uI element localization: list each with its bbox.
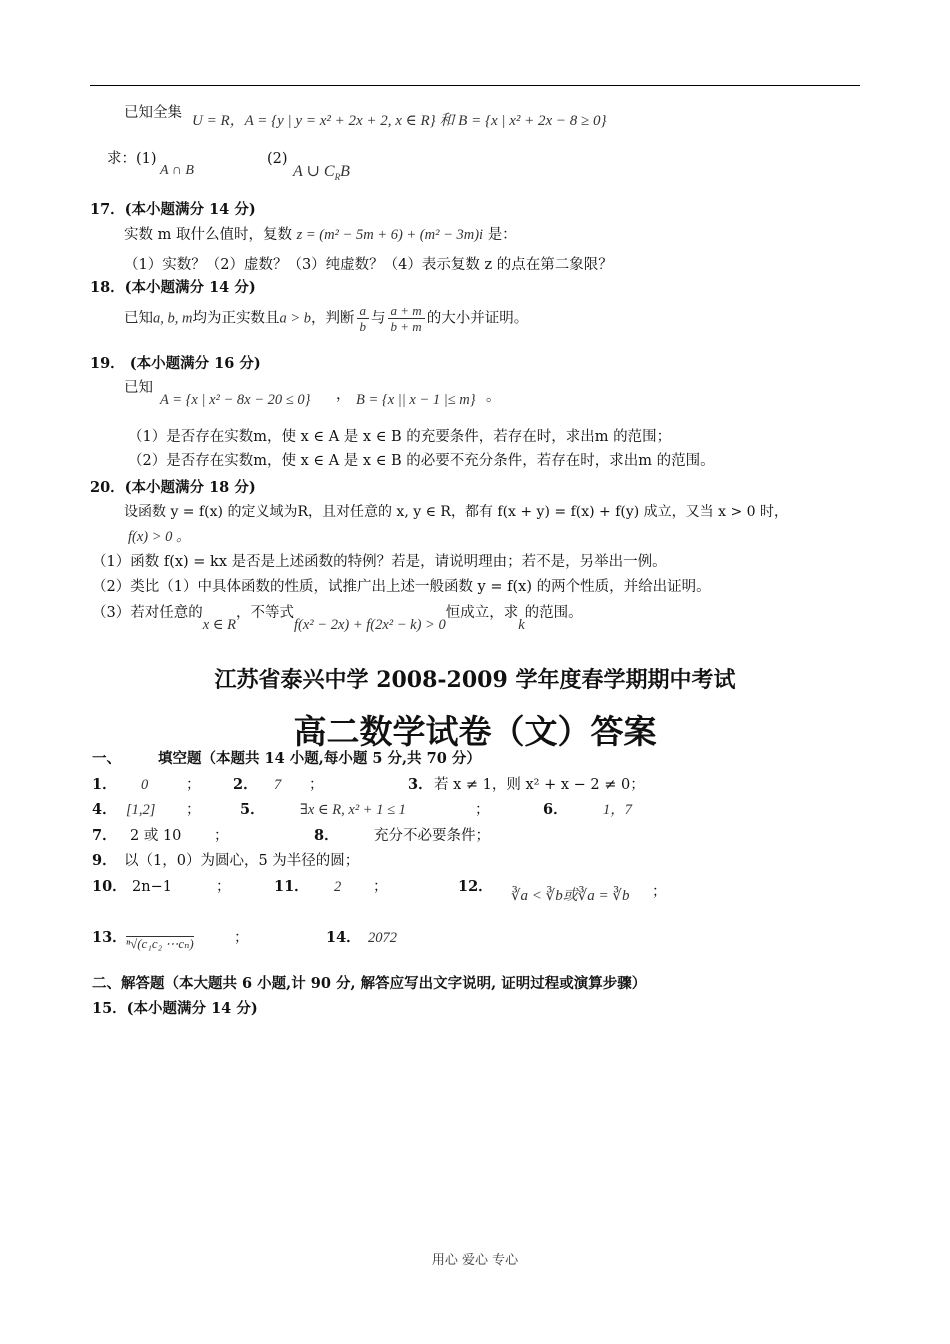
answer-2-sep: ； xyxy=(309,777,324,793)
answer-14-number: 14． xyxy=(326,929,361,946)
p16-ask2-label: (2) xyxy=(267,151,288,167)
p17-line2: （1）实数？（2）虚数？（3）纯虚数？（4）表示复数 z 的点在第二象限？ xyxy=(124,257,613,273)
answer-11-number: 11． xyxy=(274,878,309,895)
page-footer: 用心 爱心 专心 xyxy=(431,1253,519,1268)
p20-q3: （3）若对任意的x ∈ R，不等式f(x² − 2x) + f(2x² − k) > 0恒成立，求k的范围。 xyxy=(92,605,583,633)
answer-13-number: 13． xyxy=(92,929,127,946)
answer-4: [1,2] xyxy=(126,802,156,818)
p19-q2: （2）是否存在实数m，使 x ∈ A 是 x ∈ B 的必要不充分条件，若存在时，求出m 的范围。 xyxy=(128,453,715,469)
section1-title: 填空题（本题共 14 小题,每小题 5 分,共 70 分） xyxy=(158,750,481,767)
answer-9-number: 9． xyxy=(92,852,117,869)
answer-12-number: 12． xyxy=(458,878,493,895)
answer-1-sep: ； xyxy=(186,777,201,793)
p19-intro: 已知 xyxy=(124,380,153,396)
answer-title: 江苏省泰兴中学 2008-2009 学年度春学期期中考试 xyxy=(214,667,736,693)
p17-line1: 实数 m 取什么值时，复数 z = (m² − 5m + 6) + (m² − 3m)i 是： xyxy=(124,227,517,243)
p15-header: 15．(本小题满分 14 分) xyxy=(92,1000,258,1017)
answer-12: ∛a < ∛b或∛a = ∛b xyxy=(511,888,630,904)
answer-7-number: 7． xyxy=(92,827,117,844)
answer-8-number: 8． xyxy=(314,827,339,844)
answer-6: 1，7 xyxy=(603,802,632,818)
p19-header: 19． (本小题满分 16 分) xyxy=(90,355,261,372)
p18-header: 18．(本小题满分 14 分) xyxy=(90,279,256,296)
p20-header: 20．(本小题满分 18 分) xyxy=(90,479,256,496)
answer-4-number: 4． xyxy=(92,801,117,818)
answer-2: 7 xyxy=(274,777,282,793)
fraction-am-bm: $\frac{a + m}{b + m}$ xyxy=(388,304,425,333)
p16-ask1: A ∩ B xyxy=(160,163,194,178)
p19-end: 。 xyxy=(486,389,501,405)
answer-9: 以（1，0）为圆心，5 为半径的圆； xyxy=(124,853,360,869)
answer-5-number: 5． xyxy=(240,801,265,818)
p16-intro: 已知全集 xyxy=(124,105,182,121)
answer-2-number: 2． xyxy=(233,776,258,793)
answer-7-sep: ； xyxy=(214,828,229,844)
p16-ask: 求：(1) xyxy=(107,151,157,167)
answer-3-number: 3． xyxy=(408,776,433,793)
header-rule xyxy=(90,85,860,86)
answer-10-sep: ； xyxy=(216,879,231,895)
fraction-a-b: $\frac{a}{b}$ xyxy=(357,304,370,333)
p19-setA: A = {x | x² − 8x − 20 ≤ 0} xyxy=(160,392,311,408)
answer-14: 2072 xyxy=(368,930,397,946)
answer-8: 充分不必要条件； xyxy=(374,828,490,844)
answer-11: 2 xyxy=(334,879,342,895)
section2-title: 二、解答题（本大题共 6 小题,计 90 分, 解答应写出文字说明, 证明过程或演算步骤） xyxy=(92,975,647,992)
p20-q2: （2）类比（1）中具体函数的性质，试推广出上述一般函数 y = f(x) 的两个性质，并给出证明。 xyxy=(92,579,711,595)
section1-number: 一、 xyxy=(92,750,121,767)
answer-5-sep: ； xyxy=(475,802,490,818)
answer-13-sep: ； xyxy=(234,930,249,946)
answer-5: ∃x ∈ R, x² + 1 ≤ 1 xyxy=(300,802,406,818)
p18-body: 已知a, b, m均为正实数且a > b，判断 $\frac{a}{b}$ 与 $\frac{a + m}{b + m}$ 的大小并证明。 xyxy=(124,303,529,334)
answer-subtitle: 高二数学试卷（文）答案 xyxy=(293,712,657,751)
p19-comma: ， xyxy=(336,387,351,403)
answer-11-sep: ； xyxy=(373,879,388,895)
answer-13: ⁿ√(c₁c₂ ⋯cₙ) xyxy=(126,936,194,951)
p19-setB: B = {x || x − 1 |≤ m} xyxy=(356,392,476,408)
p16-ask2: A ∪ $C_RB$ xyxy=(293,163,350,183)
answer-7: 2 或 10 xyxy=(130,828,182,844)
answer-6-number: 6． xyxy=(543,801,568,818)
p20-line1: 设函数 y = f(x) 的定义域为R，且对任意的 x, y ∈ R，都有 f(x + y) = f(x) + f(y) 成立，又当 x > 0 时， xyxy=(124,504,788,520)
answer-1-number: 1． xyxy=(92,776,117,793)
answer-12-sep: ； xyxy=(652,884,667,900)
answer-10: 2n−1 xyxy=(132,879,172,895)
answer-1: 0 xyxy=(141,777,149,793)
answer-10-number: 10． xyxy=(92,878,127,895)
p19-q1: （1）是否存在实数m，使 x ∈ A 是 x ∈ B 的充要条件，若存在时，求出m 的范围； xyxy=(128,429,672,445)
p20-line2: f(x) > 0 。 xyxy=(128,529,191,545)
p16-sets: U = R，A = {y | y = x² + 2x + 2, x ∈ R} 和 B = {x | x² + 2x − 8 ≥ 0} xyxy=(192,113,607,129)
answer-3: 若 x ≠ 1，则 x² + x − 2 ≠ 0； xyxy=(434,777,645,793)
p17-header: 17．(本小题满分 14 分) xyxy=(90,201,256,218)
p20-q1: （1）函数 f(x) = kx 是否是上述函数的特例？若是，请说明理由；若不是，另举出一例。 xyxy=(92,554,667,570)
answer-4-sep: ； xyxy=(186,802,201,818)
